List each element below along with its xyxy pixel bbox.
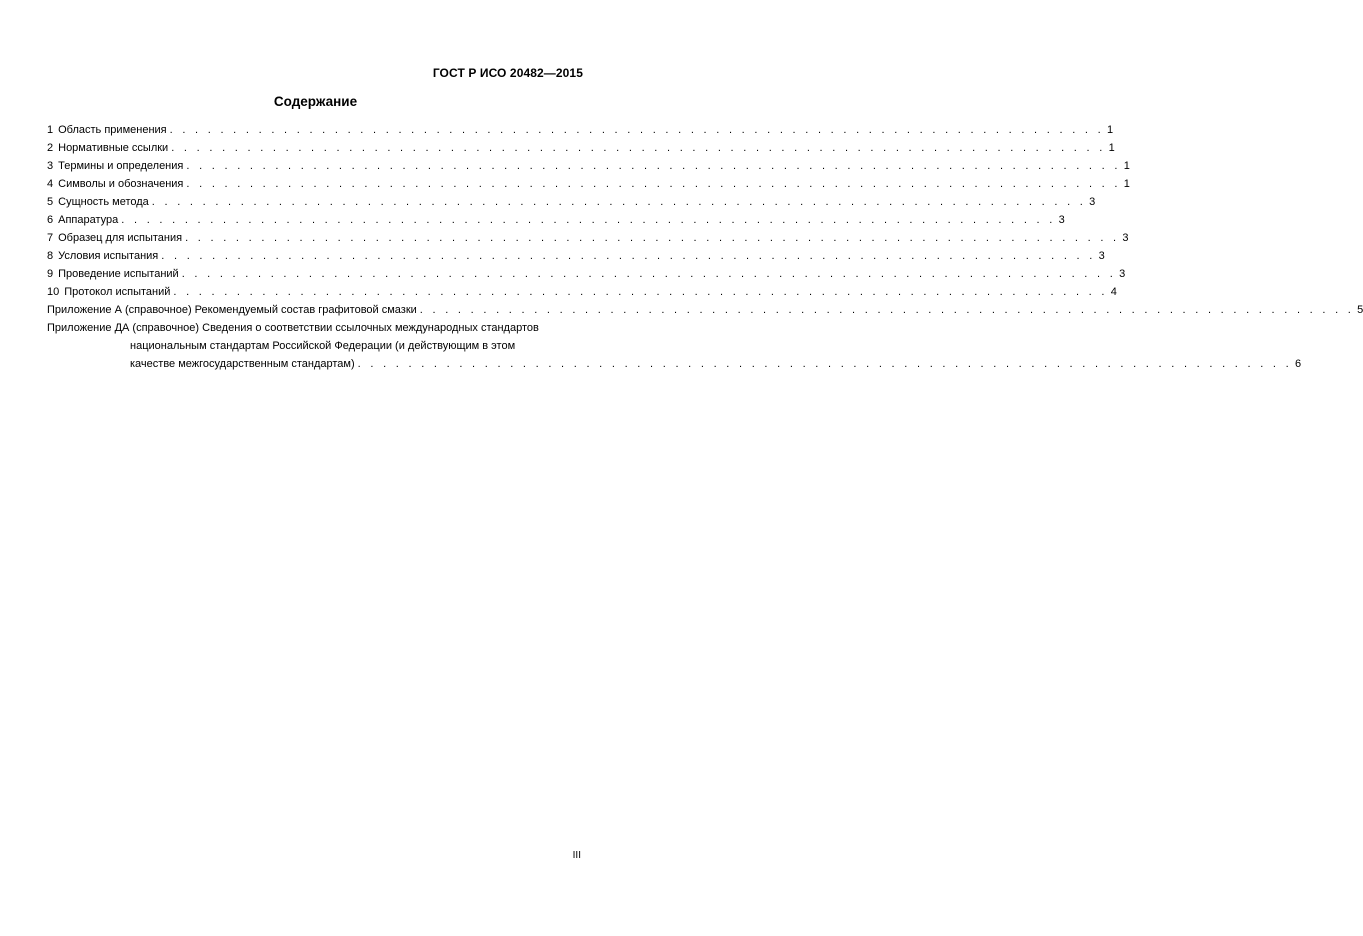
toc-item-label-continued: качестве межгосударственным стандартам) <box>130 358 355 370</box>
toc-item-number: 4 <box>47 178 54 190</box>
toc-item-label: Условия испытания <box>58 250 159 262</box>
toc-item-number: 10 <box>47 286 60 298</box>
toc-item-page: 4 <box>1110 286 1117 298</box>
toc-dot-leader: . . . . . . . . . . . . . . . . . . . . . . . . . . . . . . . . . . . . . . . . . . . . . . . . . . . . . . . . . . . . . . . . . . . . . . . . . . <box>121 214 1056 226</box>
toc-dot-leader: . . . . . . . . . . . . . . . . . . . . . . . . . . . . . . . . . . . . . . . . . . . . . . . . . . . . . . . . . . . . . . . . . . . . . . . . . . <box>171 142 1106 154</box>
toc-item-last-line <box>47 355 1302 373</box>
toc-item-page: 1 <box>1123 160 1130 172</box>
toc-item-number: 8 <box>47 250 54 262</box>
toc-dot-leader: . . . . . . . . . . . . . . . . . . . . . . . . . . . . . . . . . . . . . . . . . . . . . . . . . . . . . . . . . . . . . . . . . . . . . . . . . . <box>186 178 1121 190</box>
toc-item-label: Аппаратура <box>58 214 119 226</box>
toc-dot-leader: . . . . . . . . . . . . . . . . . . . . . . . . . . . . . . . . . . . . . . . . . . . . . . . . . . . . . . . . . . . . . . . . . . . . . . . . . . <box>151 196 1087 208</box>
toc-item-scope[interactable] <box>47 121 1114 139</box>
toc-item-number: 7 <box>47 232 54 244</box>
toc-item-number: 1 <box>47 124 54 136</box>
toc-item-page: 3 <box>1122 232 1129 244</box>
toc-item-number: 9 <box>47 268 54 280</box>
toc-dot-leader: . . . . . . . . . . . . . . . . . . . . . . . . . . . . . . . . . . . . . . . . . . . . . . . . . . . . . . . . . . . . . . . . . . . . . . . . . . <box>186 160 1121 172</box>
toc-item-label: Термины и определения <box>58 160 184 172</box>
toc-item-number: 6 <box>47 214 54 226</box>
toc-item-label: Приложение ДА (справочное) Сведения о соответствии ссылочных международных стандартов <box>47 322 539 334</box>
toc-item-terms-definitions[interactable] <box>47 157 1130 175</box>
toc-item-label: Протокол испытаний <box>64 286 171 298</box>
toc-dot-leader: . . . . . . . . . . . . . . . . . . . . . . . . . . . . . . . . . . . . . . . . . . . . . . . . . . . . . . . . . . . . . . . . . . . . . . . . . . <box>357 358 1292 370</box>
toc-item-label: Приложение А (справочное) Рекомендуемый состав графитовой смазки <box>47 304 417 316</box>
toc-dot-leader: . . . . . . . . . . . . . . . . . . . . . . . . . . . . . . . . . . . . . . . . . . . . . . . . . . . . . . . . . . . . . . . . . . . . . . . . . . <box>161 250 1096 262</box>
toc-item-normative-references[interactable] <box>47 139 1115 157</box>
toc-item-number: 2 <box>47 142 54 154</box>
toc-item-page: 6 <box>1295 358 1302 370</box>
toc-dot-leader: . . . . . . . . . . . . . . . . . . . . . . . . . . . . . . . . . . . . . . . . . . . . . . . . . . . . . . . . . . . . . . . . . . . . . . . . . . <box>181 268 1117 280</box>
toc-item-label: Нормативные ссылки <box>58 142 169 154</box>
toc-item-page: 3 <box>1119 268 1126 280</box>
toc-item-symbols[interactable] <box>47 175 1130 193</box>
toc-item-label-continued: национальным стандартам Российской Федерации (и действующим в этом <box>130 340 516 352</box>
toc-dot-leader: . . . . . . . . . . . . . . . . . . . . . . . . . . . . . . . . . . . . . . . . . . . . . . . . . . . . . . . . . . . . . . . . . . . . . . . . . . <box>173 286 1108 298</box>
toc-item-page: 5 <box>1357 304 1363 316</box>
toc-item-page: 1 <box>1123 178 1130 190</box>
table-of-contents <box>47 121 1363 373</box>
toc-item-page: 3 <box>1098 250 1105 262</box>
toc-item-number: 3 <box>47 160 54 172</box>
toc-item-page: 1 <box>1108 142 1115 154</box>
toc-item-test-piece[interactable] <box>47 229 1129 247</box>
toc-dot-leader: . . . . . . . . . . . . . . . . . . . . . . . . . . . . . . . . . . . . . . . . . . . . . . . . . . . . . . . . . . . . . . . . . . . . . . . . . . <box>185 232 1120 244</box>
toc-item-test-conditions[interactable] <box>47 247 1105 265</box>
toc-item-label: Проведение испытаний <box>58 268 179 280</box>
toc-item-test-report[interactable] <box>47 283 1117 301</box>
toc-item-procedure[interactable] <box>47 265 1126 283</box>
toc-item-label: Сущность метода <box>58 196 149 208</box>
toc-item-apparatus[interactable] <box>47 211 1065 229</box>
toc-title: Содержание <box>273 94 358 109</box>
toc-item-annex-a[interactable] <box>47 301 1363 319</box>
document-code: ГОСТ Р ИСО 20482—2015 <box>432 66 583 80</box>
toc-item-page: 3 <box>1058 214 1065 226</box>
toc-item-label: Символы и обозначения <box>58 178 184 190</box>
toc-item-label: Образец для испытания <box>58 232 183 244</box>
toc-item-annex-da[interactable] <box>47 319 1302 373</box>
toc-dot-leader: . . . . . . . . . . . . . . . . . . . . . . . . . . . . . . . . . . . . . . . . . . . . . . . . . . . . . . . . . . . . . . . . . . . . . . . . . . <box>169 124 1104 136</box>
toc-item-number: 5 <box>47 196 54 208</box>
toc-item-page: 3 <box>1089 196 1096 208</box>
page-number: III <box>572 850 581 861</box>
toc-dot-leader: . . . . . . . . . . . . . . . . . . . . . . . . . . . . . . . . . . . . . . . . . . . . . . . . . . . . . . . . . . . . . . . . . . . . . . . . . . <box>419 304 1355 316</box>
toc-item-page: 1 <box>1106 124 1114 136</box>
toc-item-label: Область применения <box>58 124 167 136</box>
toc-item-principle[interactable] <box>47 193 1096 211</box>
